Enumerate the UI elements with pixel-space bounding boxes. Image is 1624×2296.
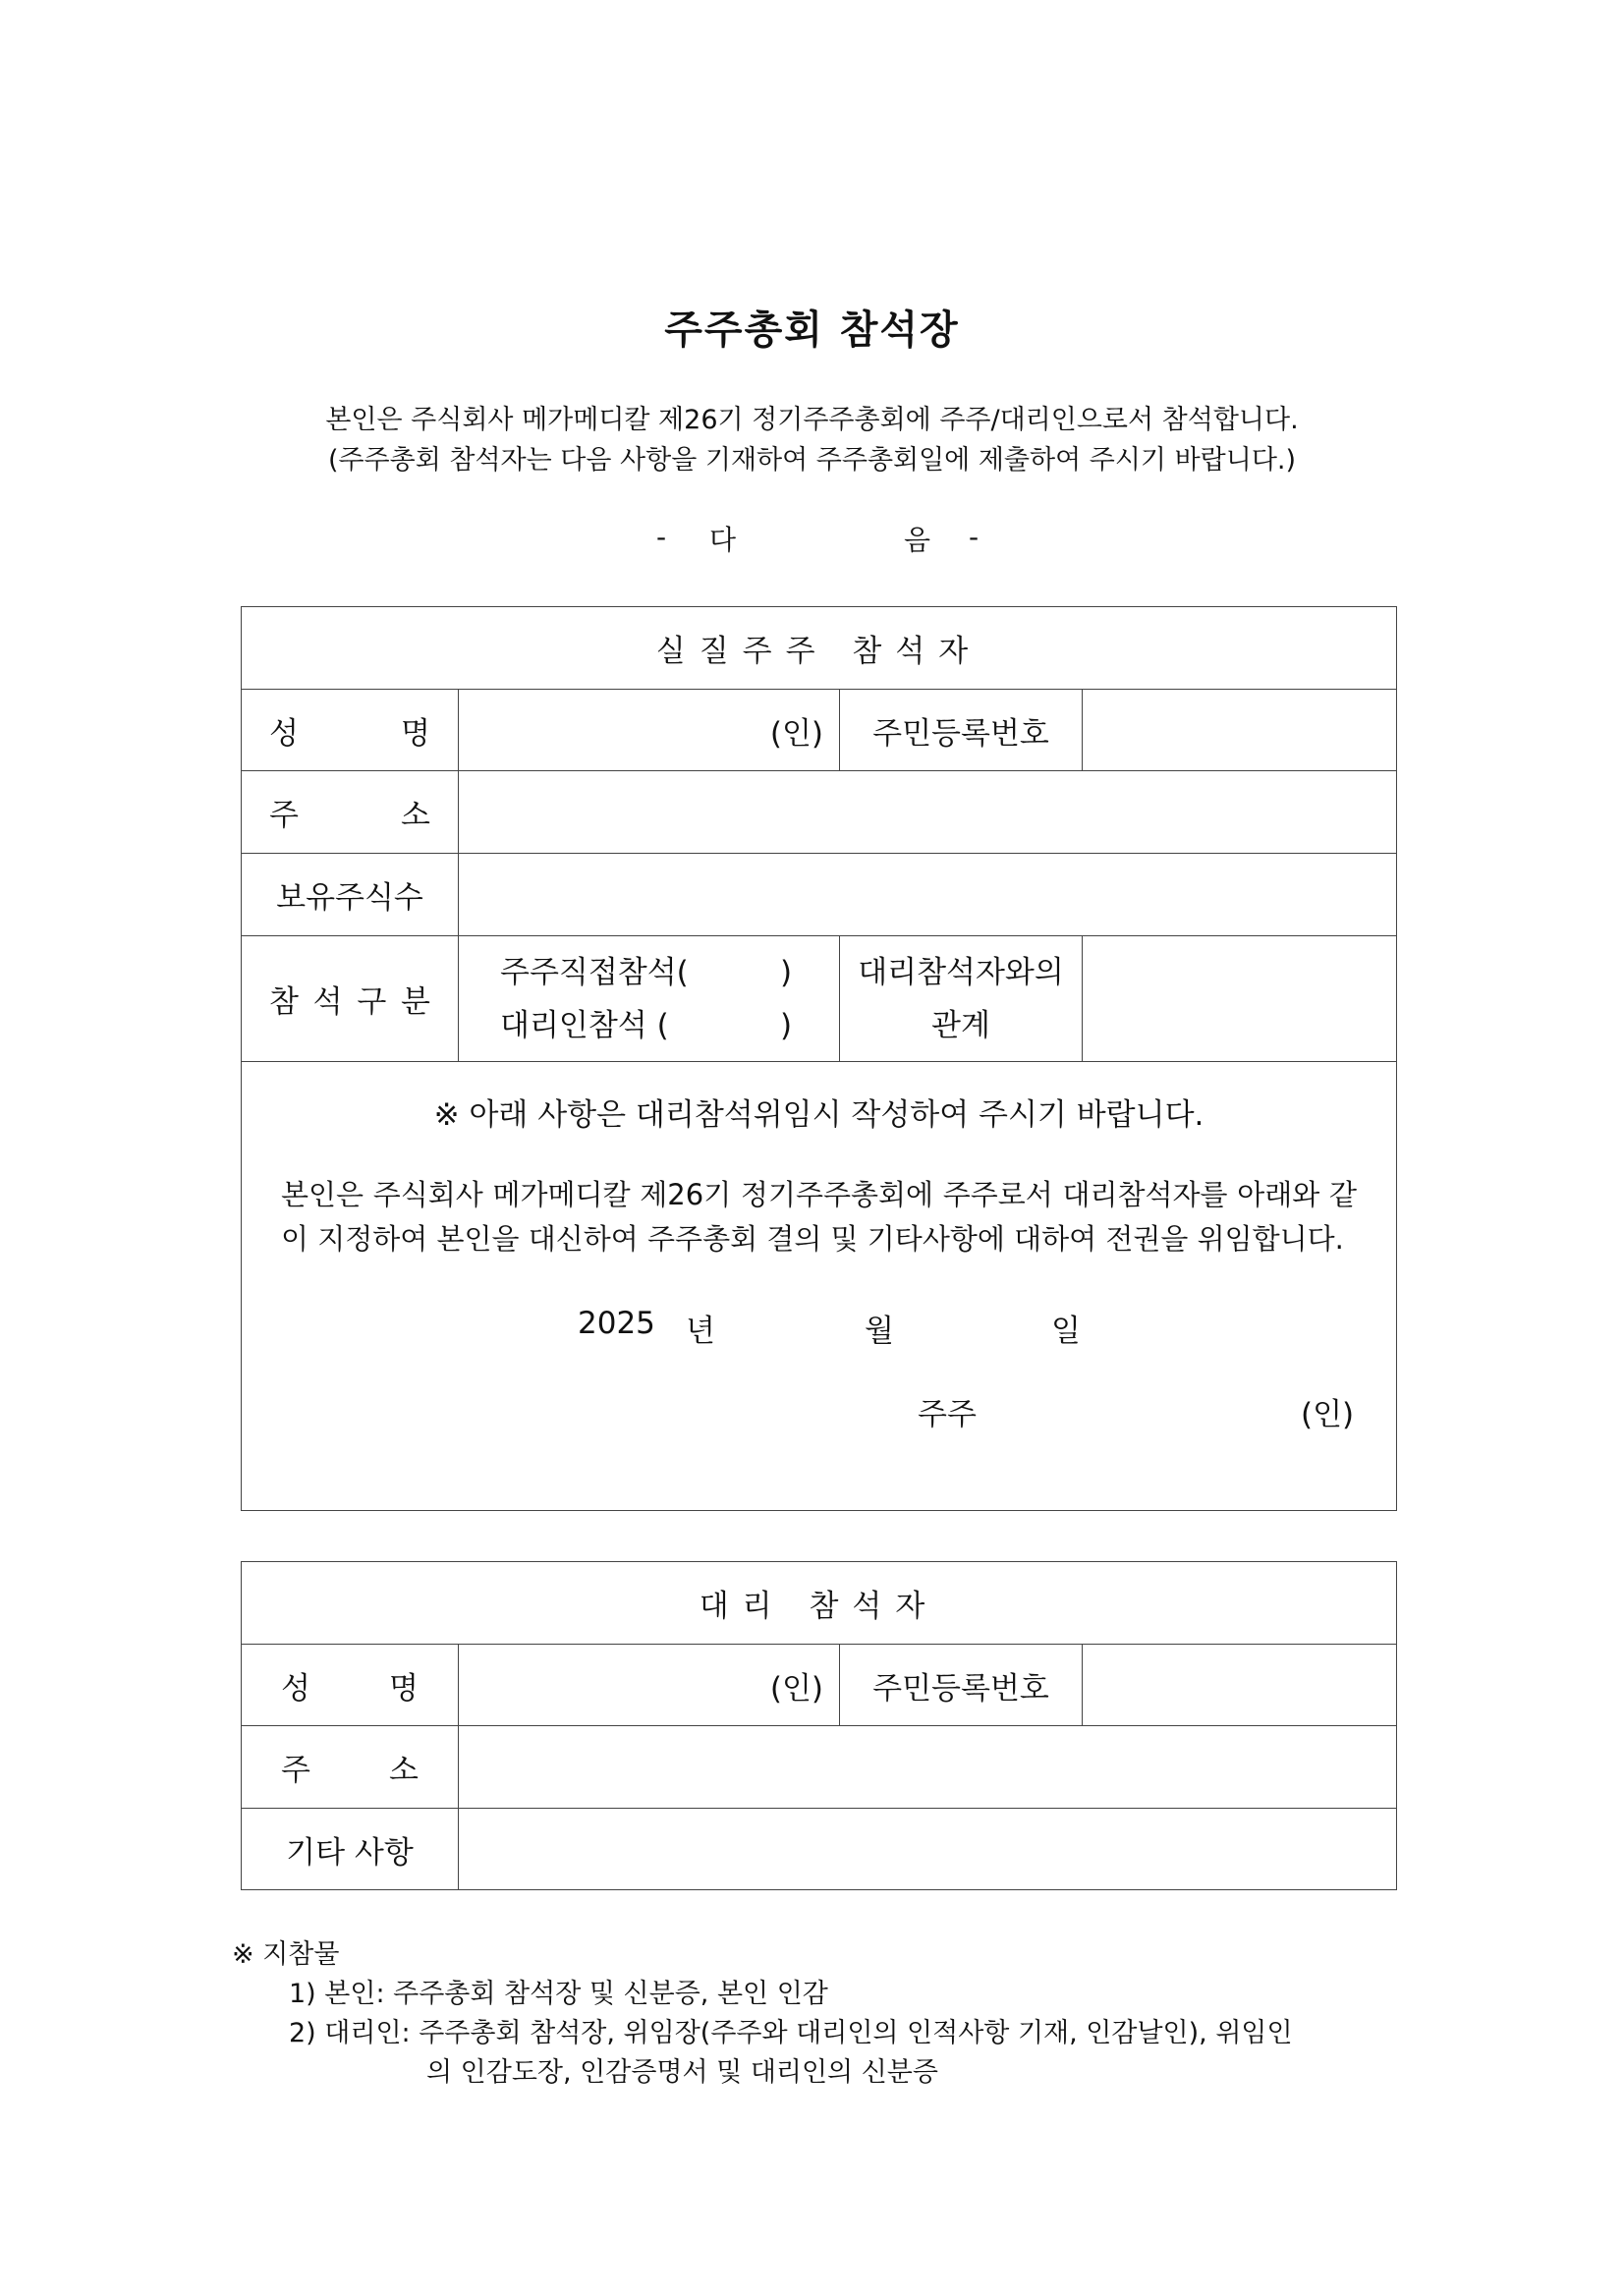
proxy-other-label: 기타 사항 xyxy=(242,1809,459,1890)
date-day-unit: 일 xyxy=(1051,1314,1081,1349)
relation-field[interactable] xyxy=(1083,936,1397,1062)
date-year-unit: 년 xyxy=(686,1314,715,1349)
attachment-item-2-line-2: 의 인감도장, 인감증명서 및 대리인의 신분증 xyxy=(426,2057,938,2088)
address-label-cell: 주 소 xyxy=(242,771,459,854)
proxy-rrn-label: 주민등록번호 xyxy=(840,1645,1083,1726)
date-year[interactable]: 2025 xyxy=(578,1306,655,1341)
section-header-dash-left: - xyxy=(656,521,667,553)
section-header-left: 다 xyxy=(709,524,737,556)
proxy-other-field[interactable] xyxy=(459,1809,1397,1890)
intro-line-2: (주주총회 참석자는 다음 사항을 기재하여 주주총회일에 제출하여 주시기 바랍니다.) xyxy=(327,445,1297,476)
signer-line xyxy=(261,1389,1376,1448)
proxy-rrn-field[interactable] xyxy=(1083,1645,1397,1726)
page-title: 주주총회 참석장 xyxy=(664,308,960,353)
rrn-label: 주민등록번호 xyxy=(840,690,1083,771)
shareholder-heading: 실질주주 참석자 xyxy=(242,607,1397,690)
seal-mark: (인) xyxy=(769,715,823,752)
proxy-name-label-cell: 성 명 xyxy=(242,1645,459,1726)
intro-line-1: 본인은 주식회사 메가메디칼 제26기 정기주주총회에 주주/대리인으로서 참석합니다. xyxy=(325,405,1299,435)
proxy-heading: 대리 참석자 xyxy=(242,1562,1397,1645)
date-month-unit: 월 xyxy=(865,1314,894,1349)
name-field[interactable] xyxy=(459,690,840,771)
proxy-address-label-cell: 주 소 xyxy=(242,1726,459,1809)
proxy-address-field[interactable] xyxy=(459,1726,1397,1809)
proxy-name-field[interactable] xyxy=(459,1645,840,1726)
shares-label: 보유주식수 xyxy=(242,854,459,936)
section-header-right: 음 xyxy=(904,524,931,556)
name-label-cell: 성 명 xyxy=(242,690,459,771)
attend-type-options xyxy=(459,936,840,1062)
attend-type-label-cell: 참 석 구 분 xyxy=(242,936,459,1062)
proxy-attend-option[interactable]: 대리인참석 ( ) xyxy=(500,1007,793,1043)
proxy-table xyxy=(241,1561,1397,1890)
shareholder-table xyxy=(241,606,1397,1511)
attachment-item-2-line-1: 2) 대리인: 주주총회 참석장, 위임장(주주와 대리인의 인적사항 기재, 인감날인), 위임인 xyxy=(289,2018,1293,2048)
relation-label: 대리참석자와의 관계 xyxy=(840,936,1083,1062)
rrn-field[interactable] xyxy=(1083,690,1397,771)
signer-seal: (인) xyxy=(1301,1397,1355,1432)
shares-field[interactable] xyxy=(459,854,1397,936)
proxy-seal-mark: (인) xyxy=(769,1670,823,1707)
signer-label: 주주 xyxy=(918,1397,977,1432)
attachments-heading: ※ 지참물 xyxy=(232,1939,340,1970)
section-header-dash-right: - xyxy=(969,521,980,553)
direct-attend-option[interactable]: 주주직접참석( ) xyxy=(500,954,793,990)
address-field[interactable] xyxy=(459,771,1397,854)
delegation-cell xyxy=(242,1062,1397,1511)
delegation-text: 본인은 주식회사 메가메디칼 제26기 정기주주총회에 주주로서 대리참석자를 아래와 같이 지정하여 본인을 대신하여 주주총회 결의 및 기타사항에 대하여 전권을 위임합니다. xyxy=(281,1178,1358,1256)
delegation-notice: ※ 아래 사항은 대리참석위임시 작성하여 주시기 바랍니다. xyxy=(433,1097,1204,1133)
attachment-item-1: 1) 본인: 주주총회 참석장 및 신분증, 본인 인감 xyxy=(289,1979,828,2009)
date-line xyxy=(261,1306,1376,1365)
